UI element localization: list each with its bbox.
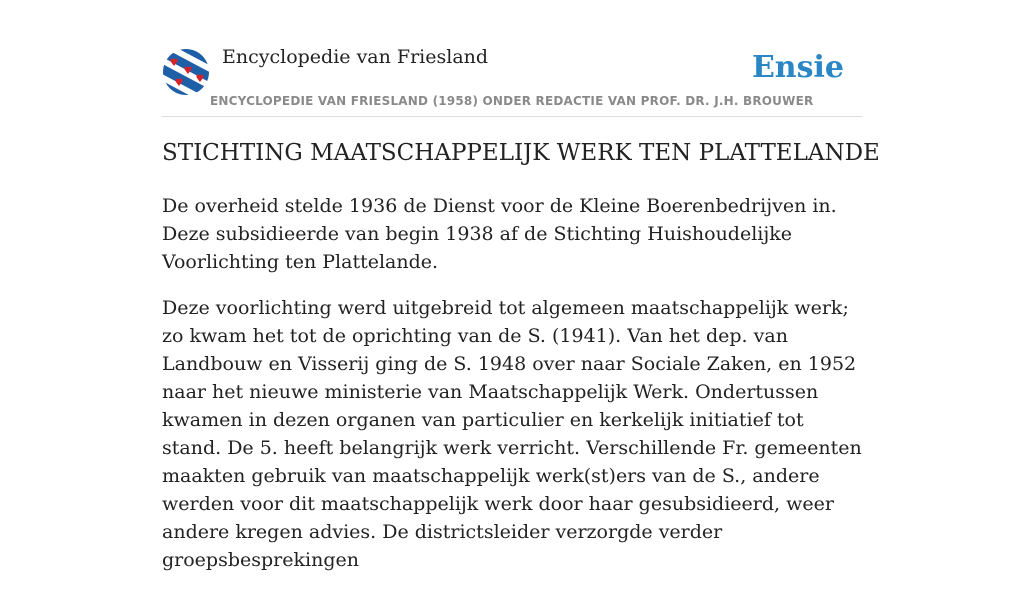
ensie-logo[interactable]: Ensie (751, 50, 844, 85)
article-paragraph: Deze voorlichting werd uitgebreid tot algemeen maatschappelijk werk; zo kwam het tot de oprichting van de S. (1941). Van het dep. van Landbouw en Visserij ging de S. 1948 over naar Sociale Zaken, en 1952 naar het nieuwe ministerie van Maatschappelijk Werk. Ondertussen kwamen in dezen organen van particulier en kerkelijk initiatief tot stand. De 5. heeft belangrijk werk verricht. Verschillende Fr. gemeenten maakten gebruik van maatschappelijk werk(st)ers van de S., andere werden voor dit maatschappelijk werk door haar gesubsidieerd, weer andere kregen advies. De districtsleider verzorgde verder groepsbesprekingen (162, 297, 862, 571)
frisian-flag-icon[interactable] (162, 48, 210, 96)
site-title[interactable]: Encyclopedie van Friesland (222, 46, 489, 68)
site-subtitle: ENCYCLOPEDIE VAN FRIESLAND (1958) ONDER REDACTIE VAN PROF. DR. J.H. BROUWER (210, 94, 814, 108)
article-body (162, 192, 862, 592)
article-paragraph: De overheid stelde 1936 de Dienst voor de Kleine Boerenbedrijven in. Deze subsidieerde van begin 1938 af de Stichting Huishoudelijke Voorlichting ten Plattelande. (162, 195, 837, 273)
site-header (162, 44, 862, 117)
article-title: STICHTING MAATSCHAPPELIJK WERK TEN PLATTELANDE (162, 140, 880, 166)
